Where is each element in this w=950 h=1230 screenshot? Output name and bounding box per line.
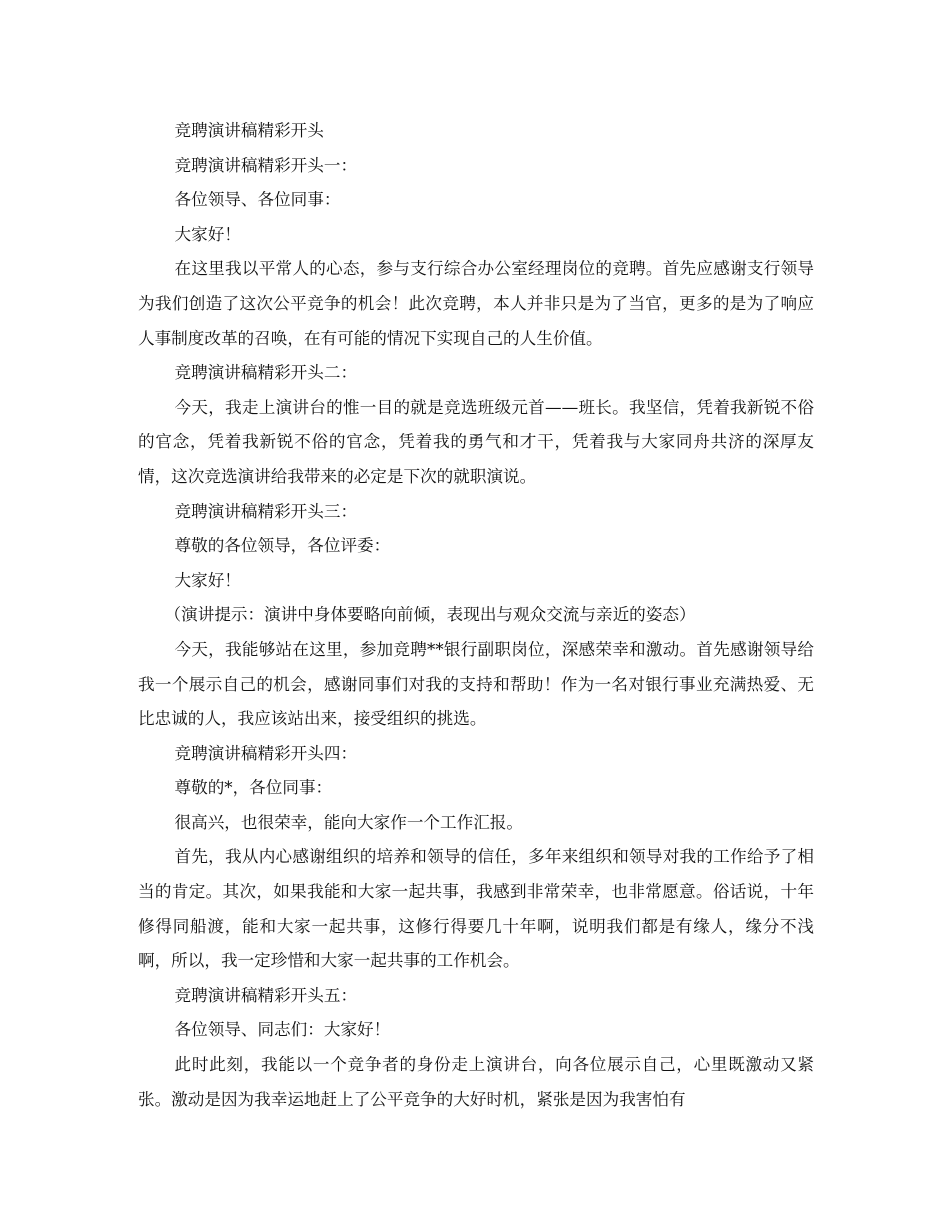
section-heading-5: 竞聘演讲稿精彩开头五：: [174, 985, 358, 1005]
document-title: 竞聘演讲稿精彩开头: [174, 121, 324, 140]
paragraph: 大家好！: [174, 570, 241, 590]
section-heading-1: 竞聘演讲稿精彩开头一：: [174, 155, 358, 175]
paragraph: 很高兴，也很荣幸，能向大家作一个工作汇报。: [174, 812, 523, 832]
paragraph: 各位领导、同志们：大家好！: [174, 1020, 391, 1040]
paragraph: 在这里我以平常人的心态，参与支行综合办公室经理岗位的竞聘。首先应感谢支行领导为我们创造了这次公平竞争的机会！此次竞聘，本人并非只是为了当官，更多的是为了响应人事制度改革的召唤，在有可能的情况下实现自己的人生价值。: [138, 259, 814, 348]
paragraph: 尊敬的*，各位同事：: [174, 778, 333, 798]
paragraph: 首先，我从内心感谢组织的培养和领导的信任，多年来组织和领导对我的工作给予了相当的肯定。其次，如果我能和大家一起共事，我感到非常荣幸，也非常愿意。俗话说，十年修得同船渡，能和大家一起共事，这修行得要几十年啊，说明我们都是有缘人，缘分不浅啊，所以，我一定珍惜和大家一起共事的工作机会。: [138, 847, 814, 971]
paragraph: 尊敬的各位领导，各位评委：: [174, 536, 391, 556]
paragraph: 今天，我能够站在这里，参加竞聘**银行副职岗位，深感荣幸和激动。首先感谢领导给我一个展示自己的机会，感谢同事们对我的支持和帮助！作为一名对银行事业充满热爱、无比忠诚的人，我应该站出来，接受组织的挑选。: [138, 639, 814, 729]
document-body: [138, 114, 814, 1117]
paragraph: 各位领导、各位同事：: [174, 190, 341, 210]
section-heading-4: 竞聘演讲稿精彩开头四：: [174, 743, 358, 763]
section-heading-3: 竞聘演讲稿精彩开头三：: [174, 501, 358, 521]
paragraph: 大家好！: [174, 224, 241, 244]
section-heading-2: 竞聘演讲稿精彩开头二：: [174, 363, 358, 383]
speech-tip: （演讲提示：演讲中身体要略向前倾，表现出与观众交流与亲近的姿态）: [164, 605, 696, 625]
paragraph: 此时此刻，我能以一个竞争者的身份走上演讲台，向各位展示自己，心里既激动又紧张。激动是因为我幸运地赶上了公平竞争的大好时机，紧张是因为我害怕有: [138, 1055, 814, 1109]
paragraph: 今天，我走上演讲台的惟一目的就是竞选班级元首——班长。我坚信，凭着我新锐不俗的官念，凭着我新锐不俗的官念，凭着我的勇气和才干，凭着我与大家同舟共济的深厚友情，这次竞选演讲给我带来的必定是下次的就职演说。: [138, 397, 814, 486]
